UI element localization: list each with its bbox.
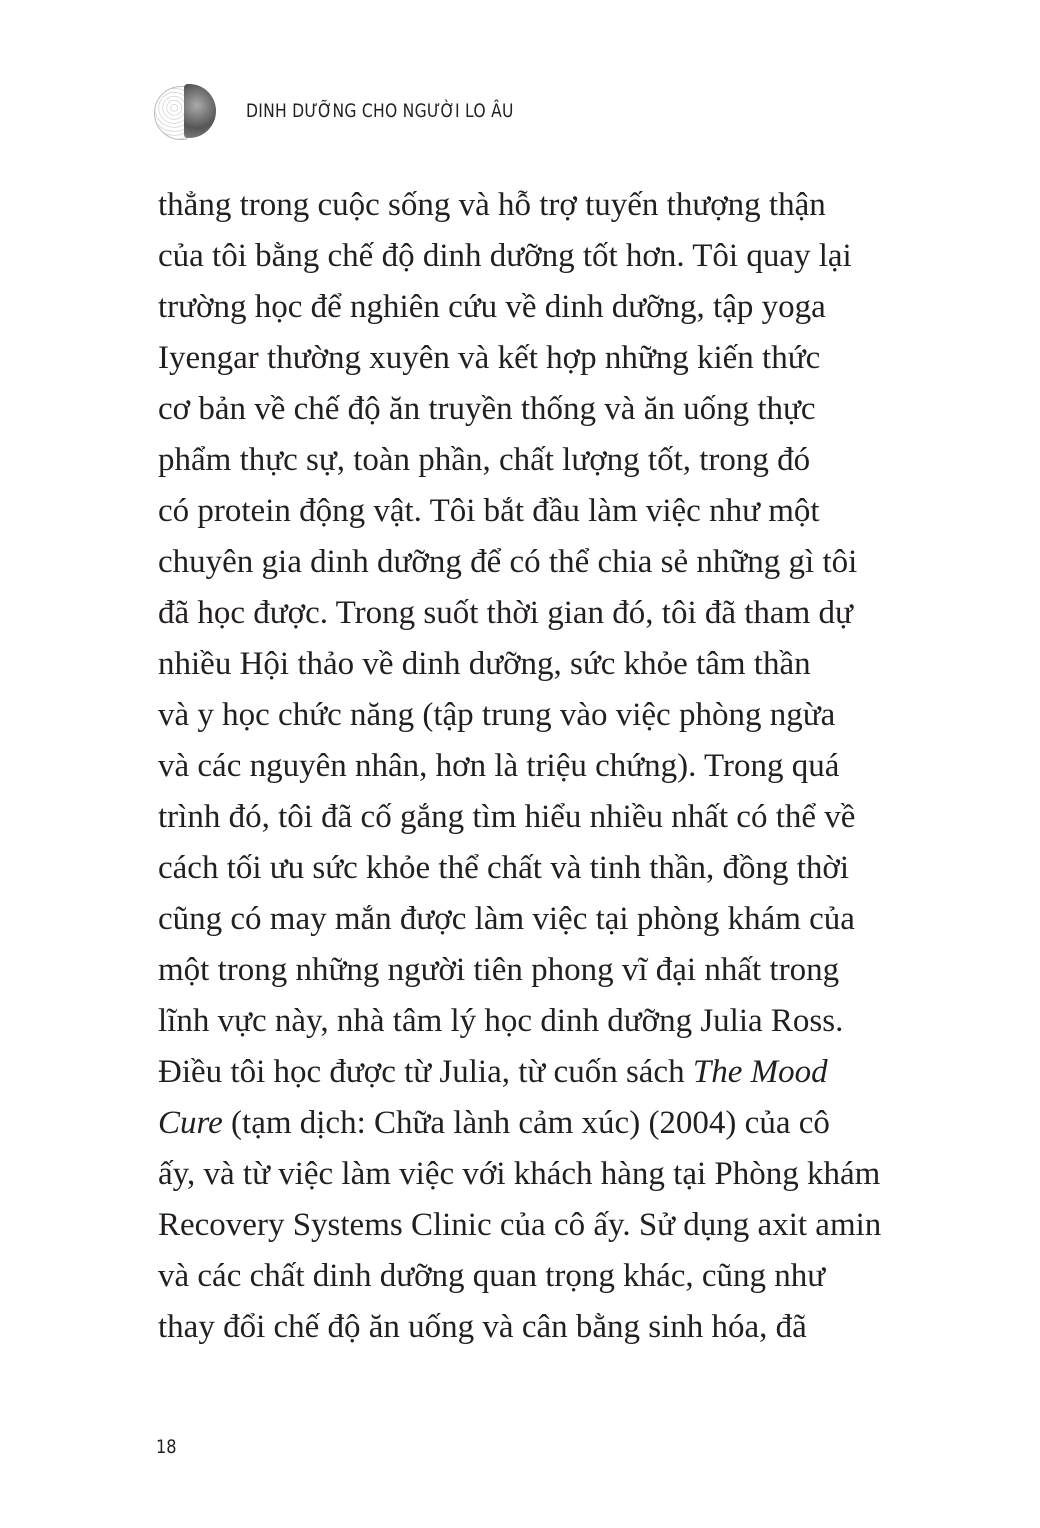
text-line: thay đổi chế độ ăn uống và cân bằng sinh hóa, đã <box>158 1309 807 1345</box>
text-line: cũng có may mắn được làm việc tại phòng khám của <box>158 901 855 937</box>
page-number: 18 <box>156 1436 177 1458</box>
text-line: có protein động vật. Tôi bắt đầu làm việc như một <box>158 493 820 529</box>
text-line: của tôi bằng chế độ dinh dưỡng tốt hơn. Tôi quay lại <box>158 238 852 274</box>
text-line <box>158 1098 866 1149</box>
line-text: Điều tôi học được từ Julia, từ cuốn sách <box>158 1054 693 1090</box>
line-text: (tạm dịch: Chữa lành cảm xúc) (2004) của cô <box>222 1105 830 1141</box>
text-line <box>158 1047 866 1098</box>
body-text <box>158 180 882 1353</box>
text-line: Iyengar thường xuyên và kết hợp những kiến thức <box>158 340 821 376</box>
book-title-italic: The Mood <box>692 1054 828 1090</box>
text-line: và các nguyên nhân, hơn là triệu chứng). Trong quá <box>158 748 840 784</box>
text-line: và các chất dinh dưỡng quan trọng khác, cũng như <box>158 1258 826 1294</box>
brain-icon <box>152 78 218 144</box>
text-line: cách tối ưu sức khỏe thể chất và tinh thần, đồng thời <box>158 850 850 886</box>
text-line: đã học được. Trong suốt thời gian đó, tôi đã tham dự <box>158 595 853 631</box>
text-line: trình đó, tôi đã cố gắng tìm hiểu nhiều nhất có thể về <box>158 799 856 835</box>
text-line: phẩm thực sự, toàn phần, chất lượng tốt, trong đó <box>158 442 811 478</box>
text-line: ấy, và từ việc làm việc với khách hàng tại Phòng khám <box>158 1156 881 1192</box>
book-title-italic: Cure <box>158 1105 223 1141</box>
text-line: Recovery Systems Clinic của cô ấy. Sử dụng axit amin <box>158 1207 882 1243</box>
text-line: nhiều Hội thảo về dinh dưỡng, sức khỏe tâm thần <box>158 646 811 682</box>
running-header <box>152 78 572 144</box>
book-title: DINH DƯỠNG CHO NGƯỜI LO ÂU <box>246 100 514 122</box>
text-line: chuyên gia dinh dưỡng để có thể chia sẻ những gì tôi <box>158 544 858 580</box>
text-line: một trong những người tiên phong vĩ đại nhất trong <box>158 952 840 988</box>
text-line: thẳng trong cuộc sống và hỗ trợ tuyến thượng thận <box>158 187 826 223</box>
text-line: cơ bản về chế độ ăn truyền thống và ăn uống thực <box>158 391 816 427</box>
text-line: và y học chức năng (tập trung vào việc phòng ngừa <box>158 697 836 733</box>
text-line: lĩnh vực này, nhà tâm lý học dinh dưỡng Julia Ross. <box>158 1003 844 1039</box>
text-line: trường học để nghiên cứu về dinh dưỡng, tập yoga <box>158 289 826 325</box>
